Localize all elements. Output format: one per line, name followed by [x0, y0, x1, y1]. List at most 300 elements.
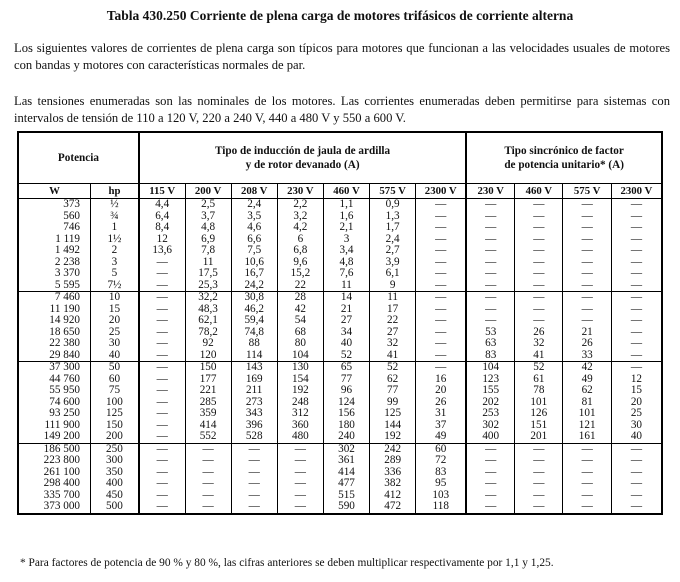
cell-watts: 37 300 [18, 362, 91, 374]
cell-current: 62 [370, 374, 416, 386]
table-row [18, 338, 662, 350]
footnote: * Para factores de potencia de 90 % y 80 %, las cifras anteriores se deben multiplicar respectivamente por 1,1 y 1,25. [20, 557, 554, 569]
cell-current: 154 [277, 374, 323, 386]
cell-current: — [139, 268, 185, 280]
cell-current: — [466, 280, 514, 292]
cell-current: — [139, 501, 185, 514]
cell-hp: 3 [91, 257, 139, 269]
cell-current: — [231, 455, 277, 467]
cell-watts: 18 650 [18, 327, 91, 339]
table-row [18, 292, 662, 304]
cell-current: — [630, 244, 642, 256]
cell-current: 528 [231, 431, 277, 443]
cell-current: 21 [563, 327, 611, 339]
cell-hp: 125 [91, 408, 139, 420]
cell-current: — [277, 478, 323, 490]
cell-current: — [416, 245, 467, 257]
cell-current: — [515, 245, 563, 257]
column-header: 575 V [370, 184, 416, 199]
cell-current: 40 [323, 338, 369, 350]
cell-current: 161 [563, 431, 611, 443]
cell-current: — [231, 443, 277, 455]
cell-current: 72 [416, 455, 467, 467]
cell-current: 77 [323, 374, 369, 386]
cell-current: — [185, 490, 231, 502]
cell-current: 33 [563, 350, 611, 362]
cell-current: — [515, 211, 563, 223]
cell-current: — [139, 408, 185, 420]
cell-current: 7,6 [323, 268, 369, 280]
cell-hp: ¾ [91, 211, 139, 223]
cell-current: — [416, 222, 467, 234]
cell-current: 26 [515, 327, 563, 339]
cell-hp: 400 [91, 478, 139, 490]
cell-current: 95 [416, 478, 467, 490]
cell-watts: 560 [18, 211, 91, 223]
cell-current: 77 [370, 385, 416, 397]
cell-hp: 7½ [91, 280, 139, 292]
cell-current: — [563, 304, 611, 316]
cell-current: 13,6 [139, 245, 185, 257]
cell-watts: 149 200 [18, 431, 91, 443]
cell-current: 25 [630, 407, 642, 419]
cell-current: 126 [515, 408, 563, 420]
cell-current: 104 [466, 362, 514, 374]
table-row [18, 222, 662, 234]
cell-current: 41 [370, 350, 416, 362]
cell-current: 382 [370, 478, 416, 490]
cell-current: 46,2 [231, 304, 277, 316]
cell-current: — [416, 327, 467, 339]
cell-current: — [515, 222, 563, 234]
cell-current: — [630, 314, 642, 326]
cell-current: — [139, 397, 185, 409]
cell-current: 336 [370, 467, 416, 479]
cell-current: — [466, 478, 514, 490]
cell-current: 120 [185, 350, 231, 362]
cell-current: — [611, 280, 662, 292]
cell-current: 125 [370, 408, 416, 420]
cell-current: 30 [630, 418, 642, 431]
cell-current: 343 [231, 408, 277, 420]
cell-current: 0,9 [370, 199, 416, 211]
cell-current: — [466, 455, 514, 467]
cell-current: 400 [466, 431, 514, 443]
cell-current: 472 [370, 501, 416, 514]
cell-current: 17 [370, 304, 416, 316]
cell-current: 6 [277, 234, 323, 246]
table-row [18, 268, 662, 280]
cell-current: — [515, 315, 563, 327]
cell-current: 32,2 [185, 292, 231, 304]
cell-watts: 7 460 [18, 292, 91, 304]
cell-current: 121 [563, 420, 611, 432]
cell-hp: 15 [91, 304, 139, 316]
column-header: 575 V [563, 184, 611, 199]
cell-current: 11 [323, 280, 369, 292]
cell-current: — [466, 257, 514, 269]
cell-current: 15,2 [277, 268, 323, 280]
cell-current: 30,8 [231, 292, 277, 304]
table-row [18, 408, 662, 420]
cell-current: 6,1 [370, 268, 416, 280]
cell-hp: 5 [91, 268, 139, 280]
cell-current: — [466, 268, 514, 280]
cell-current: 92 [185, 338, 231, 350]
cell-current: 104 [277, 350, 323, 362]
cell-current: — [563, 268, 611, 280]
cell-current: 12 [630, 372, 642, 385]
cell-current: — [416, 280, 467, 292]
cell-current: 52 [323, 350, 369, 362]
table-row [18, 362, 662, 374]
header-sincronico-line1: Tipo sincrónico de factor [504, 145, 624, 157]
cell-current: 49 [416, 431, 467, 443]
cell-current: 4,8 [323, 257, 369, 269]
cell-current: 101 [563, 408, 611, 420]
cell-current: — [515, 501, 563, 514]
cell-current: — [630, 454, 642, 466]
table-row [18, 385, 662, 397]
cell-current: — [563, 257, 611, 269]
cell-current: 62 [563, 385, 611, 397]
cell-current: — [416, 199, 467, 211]
column-header: 200 V [185, 184, 231, 199]
table-row [18, 315, 662, 327]
cell-current: 42 [277, 304, 323, 316]
header-induccion-line1: Tipo de inducción de jaula de ardilla [215, 145, 391, 157]
cell-current: 590 [323, 501, 369, 514]
cell-current: — [139, 443, 185, 455]
cell-current: 312 [277, 408, 323, 420]
cell-current: 242 [370, 443, 416, 455]
cell-current: — [416, 338, 467, 350]
cell-current: 74,8 [231, 327, 277, 339]
cell-current: 28 [277, 292, 323, 304]
cell-current: 83 [416, 467, 467, 479]
cell-watts: 335 700 [18, 490, 91, 502]
column-header-row [18, 184, 662, 199]
cell-current: — [139, 431, 185, 443]
cell-current: 7,8 [185, 245, 231, 257]
cell-current: 96 [323, 385, 369, 397]
cell-hp: 150 [91, 420, 139, 432]
cell-current: 8,4 [139, 222, 185, 234]
cell-current: — [139, 467, 185, 479]
cell-current: 285 [185, 397, 231, 409]
cell-current: — [277, 455, 323, 467]
cell-current: — [185, 501, 231, 514]
table-row [18, 280, 662, 292]
cell-current: — [630, 325, 642, 338]
cell-current: — [416, 362, 467, 374]
cell-current: 1,1 [323, 199, 369, 211]
cell-watts: 11 190 [18, 304, 91, 316]
cell-current: — [630, 267, 642, 279]
cell-current: — [466, 315, 514, 327]
cell-current: 151 [515, 420, 563, 432]
cell-current: — [466, 211, 514, 223]
cell-current: 32 [370, 338, 416, 350]
cell-hp: ½ [91, 199, 139, 211]
cell-current: 130 [277, 362, 323, 374]
cell-current: — [466, 467, 514, 479]
cell-hp: 30 [91, 338, 139, 350]
cell-watts: 186 500 [18, 443, 91, 455]
cell-current: 1,6 [323, 211, 369, 223]
cell-current: — [139, 257, 185, 269]
table-title: Tabla 430.250 Corriente de plena carga de motores trifásicos de corriente alterna [106, 8, 574, 23]
cell-current: — [139, 280, 185, 292]
cell-current: 21 [323, 304, 369, 316]
cell-current: — [515, 257, 563, 269]
cell-current: 34 [323, 327, 369, 339]
cell-watts: 44 760 [18, 374, 91, 386]
cell-current: 4,6 [231, 222, 277, 234]
cell-current: 3,7 [185, 211, 231, 223]
cell-current: — [416, 268, 467, 280]
table-row [18, 245, 662, 257]
cell-current: 9,6 [277, 257, 323, 269]
cell-current: — [277, 490, 323, 502]
cell-current: 32 [515, 338, 563, 350]
cell-hp: 450 [91, 490, 139, 502]
cell-current: — [466, 304, 514, 316]
intro-paragraph: Los siguientes valores de corrientes de plena carga son típicos para motores que funcionan a las velocidades usuales de motores con bandas y motores con características normales de par. [14, 41, 670, 72]
cell-current: 68 [277, 327, 323, 339]
cell-watts: 1 119 [18, 234, 91, 246]
cell-current: 65 [323, 362, 369, 374]
cell-current: 143 [231, 362, 277, 374]
cell-current: 124 [323, 397, 369, 409]
cell-watts: 93 250 [18, 408, 91, 420]
cell-watts: 55 950 [18, 385, 91, 397]
cell-current: 99 [370, 397, 416, 409]
cell-hp: 10 [91, 292, 139, 304]
column-header: hp [91, 184, 139, 199]
cell-current: — [563, 490, 611, 502]
cell-current: — [563, 292, 611, 304]
cell-current: 2,4 [231, 199, 277, 211]
table-row [18, 455, 662, 467]
cell-current: — [466, 199, 514, 211]
cell-hp: 500 [91, 501, 139, 514]
cell-current: 6,4 [139, 211, 185, 223]
cell-current: 248 [277, 397, 323, 409]
cell-current: 3,9 [370, 257, 416, 269]
cell-current: — [139, 362, 185, 374]
cell-current: 515 [323, 490, 369, 502]
column-header: 230 V [466, 184, 514, 199]
cell-current: 221 [185, 385, 231, 397]
cell-current: 360 [277, 420, 323, 432]
cell-current: 2,4 [370, 234, 416, 246]
cell-current: 22 [277, 280, 323, 292]
cell-current: — [277, 443, 323, 455]
cell-current: — [139, 455, 185, 467]
cell-current: 1,7 [370, 222, 416, 234]
cell-hp: 300 [91, 455, 139, 467]
cell-hp: 50 [91, 362, 139, 374]
header-sincronico-line2: de potencia unitario* (A) [504, 159, 624, 171]
cell-current: 289 [370, 455, 416, 467]
cell-current: 61 [515, 374, 563, 386]
current-table [17, 131, 663, 515]
cell-current: — [563, 245, 611, 257]
cell-current: 118 [416, 501, 467, 514]
cell-current: — [231, 478, 277, 490]
cell-current: 101 [515, 397, 563, 409]
cell-current: 155 [466, 385, 514, 397]
cell-current: 103 [416, 490, 467, 502]
cell-current: 412 [370, 490, 416, 502]
cell-current: 10,6 [231, 257, 277, 269]
cell-hp: 350 [91, 467, 139, 479]
cell-current: — [563, 455, 611, 467]
cell-current: 27 [370, 327, 416, 339]
cell-watts: 298 400 [18, 478, 91, 490]
cell-current: — [466, 234, 514, 246]
cell-current: 88 [231, 338, 277, 350]
cell-watts: 14 920 [18, 315, 91, 327]
cell-current: 169 [231, 374, 277, 386]
cell-current: 202 [466, 397, 514, 409]
cell-current: — [515, 280, 563, 292]
cell-current: — [416, 257, 467, 269]
cell-hp: 250 [91, 443, 139, 455]
column-header: 460 V [515, 184, 563, 199]
cell-current: 11 [370, 292, 416, 304]
cell-current: 52 [515, 362, 563, 374]
cell-current: — [139, 327, 185, 339]
cell-current: — [139, 385, 185, 397]
table-row [18, 199, 662, 211]
cell-hp: 1 [91, 222, 139, 234]
cell-current: — [515, 199, 563, 211]
cell-hp: 25 [91, 327, 139, 339]
cell-current: — [185, 443, 231, 455]
cell-current: 20 [630, 395, 642, 408]
cell-current: — [515, 304, 563, 316]
cell-watts: 74 600 [18, 397, 91, 409]
cell-current: 3,2 [277, 211, 323, 223]
cell-current: — [139, 350, 185, 362]
cell-current: 42 [563, 362, 611, 374]
cell-current: — [466, 501, 514, 514]
cell-current: 62,1 [185, 315, 231, 327]
cell-current: — [563, 280, 611, 292]
cell-current: — [563, 211, 611, 223]
cell-current: 37 [416, 420, 467, 432]
cell-current: 359 [185, 408, 231, 420]
cell-current: 2,5 [185, 199, 231, 211]
cell-watts: 1 492 [18, 245, 91, 257]
cell-current: — [185, 478, 231, 490]
cell-current: — [466, 245, 514, 257]
cell-current: — [231, 501, 277, 514]
cell-current: 14 [323, 292, 369, 304]
column-header: W [18, 184, 91, 199]
cell-current: — [466, 292, 514, 304]
cell-current: 414 [323, 467, 369, 479]
cell-current: 24,2 [231, 280, 277, 292]
cell-current: 414 [185, 420, 231, 432]
cell-current: 11 [185, 257, 231, 269]
cell-current: 144 [370, 420, 416, 432]
cell-current: 53 [466, 327, 514, 339]
cell-current: — [139, 315, 185, 327]
cell-current: — [515, 478, 563, 490]
cell-current: 9 [370, 280, 416, 292]
cell-current: 83 [466, 350, 514, 362]
cell-hp: 60 [91, 374, 139, 386]
cell-current: — [466, 490, 514, 502]
cell-current: 78,2 [185, 327, 231, 339]
cell-current: 361 [323, 455, 369, 467]
cell-current: 4,4 [139, 199, 185, 211]
table-row [18, 350, 662, 362]
cell-current: 22 [370, 315, 416, 327]
column-header: 115 V [139, 184, 185, 199]
header-sincronico [466, 132, 662, 184]
cell-current: — [630, 337, 642, 349]
cell-current: — [416, 234, 467, 246]
cell-current: — [416, 304, 467, 316]
cell-watts: 111 900 [18, 420, 91, 432]
cell-current: 156 [323, 408, 369, 420]
cell-current: — [515, 455, 563, 467]
cell-current: 81 [563, 397, 611, 409]
cell-current: 3 [323, 234, 369, 246]
column-header: 2300 V [611, 184, 662, 199]
cell-current: 3,5 [231, 211, 277, 223]
cell-current: 302 [466, 420, 514, 432]
cell-current: — [185, 467, 231, 479]
cell-current: 114 [231, 350, 277, 362]
header-induccion-line2: y de rotor devanado (A) [245, 159, 360, 171]
header-induccion [139, 132, 466, 184]
cell-current: 192 [370, 431, 416, 443]
cell-watts: 373 000 [18, 501, 91, 514]
cell-current: — [630, 198, 642, 210]
header-potencia: Potencia [18, 132, 139, 184]
cell-current: — [563, 234, 611, 246]
cell-current: 80 [277, 338, 323, 350]
cell-current: 302 [323, 443, 369, 455]
cell-watts: 223 800 [18, 455, 91, 467]
cell-current: 49 [563, 374, 611, 386]
cell-current: — [630, 221, 642, 233]
cell-hp: 40 [91, 350, 139, 362]
cell-current: — [466, 222, 514, 234]
cell-current: — [515, 467, 563, 479]
cell-current: — [231, 467, 277, 479]
cell-current: 4,8 [185, 222, 231, 234]
cell-current: 2,1 [323, 222, 369, 234]
column-header: 460 V [323, 184, 369, 199]
cell-current: 54 [277, 315, 323, 327]
cell-current: — [277, 501, 323, 514]
cell-current: — [515, 268, 563, 280]
cell-current: 60 [416, 443, 467, 455]
cell-hp: 2 [91, 245, 139, 257]
cell-current: — [416, 211, 467, 223]
cell-current: — [630, 232, 642, 245]
cell-current: — [185, 455, 231, 467]
cell-current: — [630, 442, 642, 455]
cell-current: 16 [416, 374, 467, 386]
cell-current: — [139, 420, 185, 432]
